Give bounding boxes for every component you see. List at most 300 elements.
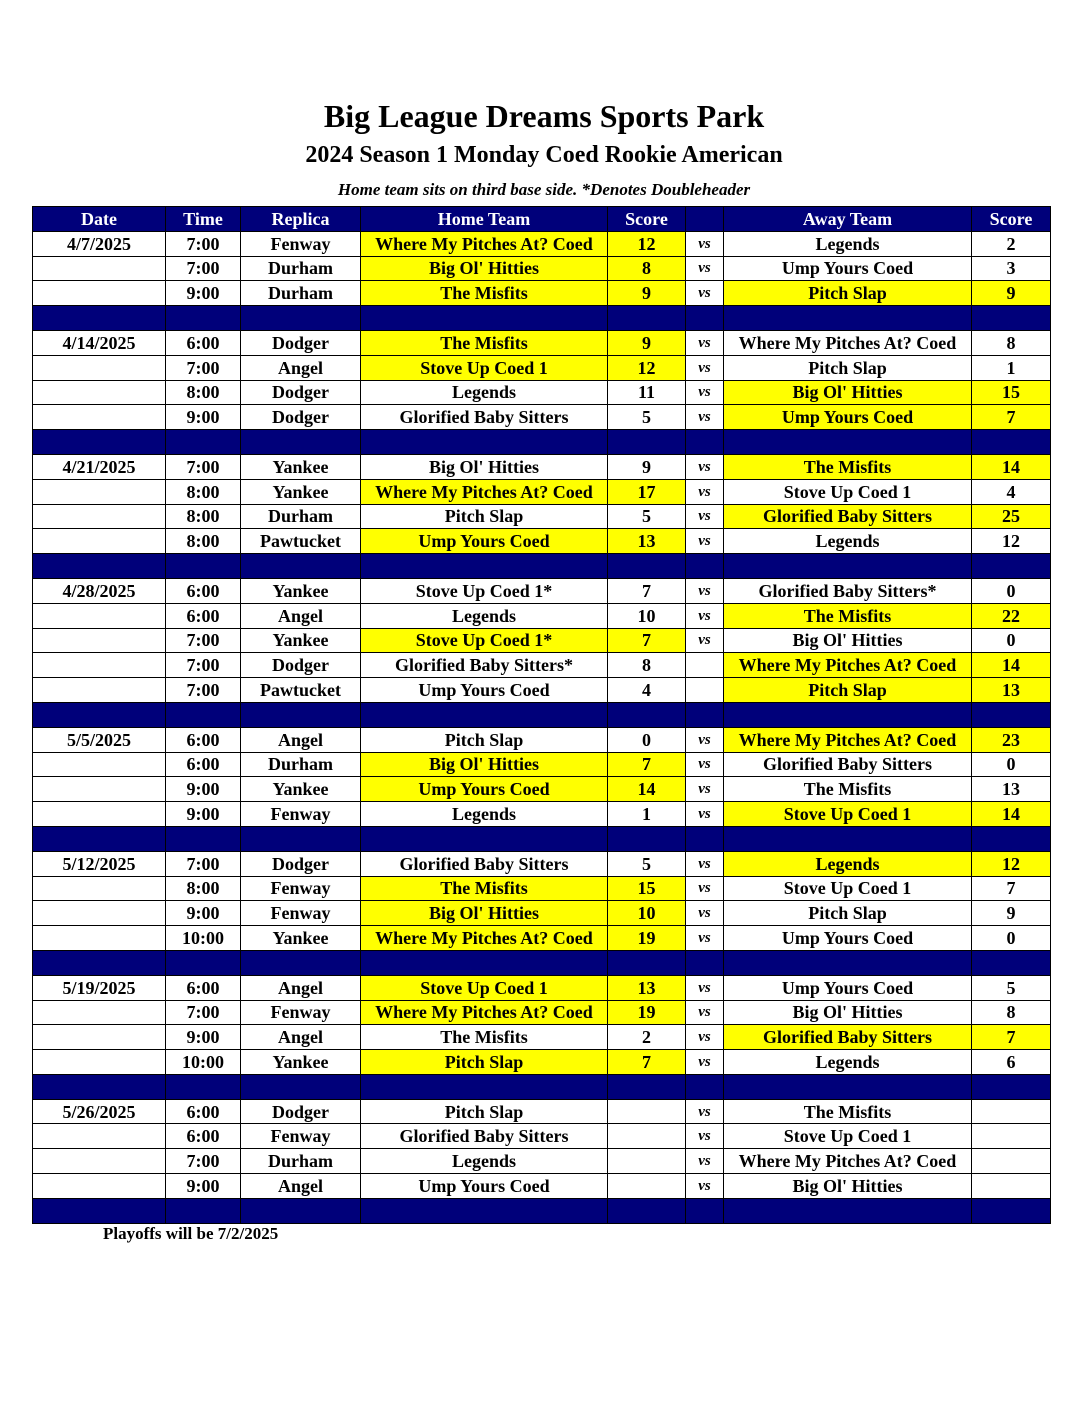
game-date	[33, 876, 166, 901]
vs-label: vs	[686, 405, 724, 430]
game-replica: Dodger	[241, 330, 361, 355]
playoffs-note: Playoffs will be 7/2/2025	[103, 1224, 279, 1243]
away-score: 7	[972, 876, 1051, 901]
separator-cell	[166, 554, 241, 579]
vs-label: vs	[686, 1174, 724, 1199]
away-score: 25	[972, 504, 1051, 529]
col-time-header: Time	[166, 207, 241, 232]
separator-cell	[241, 430, 361, 455]
separator-cell	[724, 430, 972, 455]
table-row	[33, 628, 1051, 653]
home-score: 12	[608, 355, 686, 380]
game-date	[33, 752, 166, 777]
separator-cell	[361, 430, 608, 455]
home-score: 9	[608, 454, 686, 479]
home-score: 15	[608, 876, 686, 901]
game-date: 5/26/2025	[33, 1099, 166, 1124]
header-row	[33, 207, 1051, 232]
away-score: 0	[972, 752, 1051, 777]
table-row	[33, 380, 1051, 405]
game-date: 4/28/2025	[33, 578, 166, 603]
away-score	[972, 1099, 1051, 1124]
away-score: 8	[972, 330, 1051, 355]
away-team: Glorified Baby Sitters	[724, 752, 972, 777]
game-date: 5/5/2025	[33, 727, 166, 752]
separator-cell	[33, 826, 166, 851]
table-row	[33, 281, 1051, 306]
vs-label: vs	[686, 479, 724, 504]
separator-cell	[33, 950, 166, 975]
game-time: 9:00	[166, 405, 241, 430]
separator-cell	[972, 950, 1051, 975]
table-row	[33, 752, 1051, 777]
game-replica: Yankee	[241, 1050, 361, 1075]
vs-label: vs	[686, 504, 724, 529]
separator-cell	[686, 1198, 724, 1223]
page-subtitle: 2024 Season 1 Monday Coed Rookie American	[305, 142, 783, 168]
game-date	[33, 802, 166, 827]
table-row	[33, 578, 1051, 603]
home-team: Pitch Slap	[361, 1050, 608, 1075]
home-score: 17	[608, 479, 686, 504]
home-score: 13	[608, 975, 686, 1000]
table-row	[33, 1025, 1051, 1050]
vs-label: vs	[686, 851, 724, 876]
separator-cell	[686, 430, 724, 455]
away-score: 12	[972, 529, 1051, 554]
game-replica: Yankee	[241, 628, 361, 653]
away-team: Big Ol' Hitties	[724, 380, 972, 405]
game-date	[33, 479, 166, 504]
game-date: 4/14/2025	[33, 330, 166, 355]
separator-cell	[608, 826, 686, 851]
away-team: Where My Pitches At? Coed	[724, 1149, 972, 1174]
away-team: Pitch Slap	[724, 901, 972, 926]
schedule-note: Home team sits on third base side. *Denotes Doubleheader	[337, 180, 751, 199]
separator-cell	[33, 554, 166, 579]
home-team: Legends	[361, 603, 608, 628]
away-team: Legends	[724, 529, 972, 554]
separator-cell	[972, 430, 1051, 455]
game-date	[33, 1149, 166, 1174]
game-replica: Fenway	[241, 1000, 361, 1025]
game-time: 9:00	[166, 281, 241, 306]
vs-label: vs	[686, 777, 724, 802]
home-score	[608, 1099, 686, 1124]
away-score	[972, 1124, 1051, 1149]
away-team: Big Ol' Hitties	[724, 1174, 972, 1199]
away-score: 0	[972, 578, 1051, 603]
game-date	[33, 653, 166, 678]
vs-label: vs	[686, 578, 724, 603]
vs-label	[686, 653, 724, 678]
separator-cell	[608, 702, 686, 727]
game-time: 7:00	[166, 678, 241, 703]
game-date	[33, 628, 166, 653]
game-time: 6:00	[166, 975, 241, 1000]
game-time: 7:00	[166, 454, 241, 479]
away-score: 1	[972, 355, 1051, 380]
separator-cell	[33, 306, 166, 331]
away-team: Stove Up Coed 1	[724, 876, 972, 901]
game-replica: Angel	[241, 1025, 361, 1050]
vs-label: vs	[686, 876, 724, 901]
game-replica: Dodger	[241, 851, 361, 876]
away-score: 7	[972, 405, 1051, 430]
table-row	[33, 529, 1051, 554]
separator-cell	[166, 1074, 241, 1099]
separator-cell	[724, 702, 972, 727]
vs-label: vs	[686, 355, 724, 380]
away-team: Big Ol' Hitties	[724, 1000, 972, 1025]
table-row	[33, 653, 1051, 678]
separator-cell	[608, 1074, 686, 1099]
game-time: 7:00	[166, 231, 241, 256]
game-time: 7:00	[166, 851, 241, 876]
away-team: Ump Yours Coed	[724, 256, 972, 281]
page-title: Big League Dreams Sports Park	[323, 98, 765, 134]
home-score: 11	[608, 380, 686, 405]
separator-cell	[33, 430, 166, 455]
home-team: Where My Pitches At? Coed	[361, 1000, 608, 1025]
vs-label	[686, 678, 724, 703]
game-time: 7:00	[166, 653, 241, 678]
vs-label: vs	[686, 380, 724, 405]
table-row	[33, 603, 1051, 628]
game-date	[33, 678, 166, 703]
game-time: 7:00	[166, 256, 241, 281]
separator-cell	[33, 1074, 166, 1099]
home-score: 7	[608, 628, 686, 653]
game-replica: Fenway	[241, 231, 361, 256]
home-team: The Misfits	[361, 876, 608, 901]
separator-cell	[166, 950, 241, 975]
week-separator	[33, 950, 1051, 975]
vs-label: vs	[686, 1149, 724, 1174]
home-team: Legends	[361, 380, 608, 405]
game-time: 8:00	[166, 380, 241, 405]
home-score: 8	[608, 653, 686, 678]
game-replica: Durham	[241, 281, 361, 306]
home-team: The Misfits	[361, 281, 608, 306]
separator-cell	[33, 1198, 166, 1223]
away-team: Stove Up Coed 1	[724, 1124, 972, 1149]
home-team: The Misfits	[361, 330, 608, 355]
separator-cell	[686, 306, 724, 331]
away-score: 13	[972, 777, 1051, 802]
away-team: Stove Up Coed 1	[724, 802, 972, 827]
separator-cell	[972, 1198, 1051, 1223]
away-score: 15	[972, 380, 1051, 405]
home-score: 7	[608, 1050, 686, 1075]
vs-label: vs	[686, 1000, 724, 1025]
game-time: 6:00	[166, 1124, 241, 1149]
separator-cell	[361, 1074, 608, 1099]
home-score: 0	[608, 727, 686, 752]
col-replica-header: Replica	[241, 207, 361, 232]
week-separator	[33, 826, 1051, 851]
game-replica: Dodger	[241, 380, 361, 405]
game-time: 6:00	[166, 603, 241, 628]
away-score: 12	[972, 851, 1051, 876]
table-row	[33, 330, 1051, 355]
away-score: 5	[972, 975, 1051, 1000]
away-score: 9	[972, 281, 1051, 306]
game-replica: Durham	[241, 256, 361, 281]
game-replica: Dodger	[241, 653, 361, 678]
away-score: 0	[972, 926, 1051, 951]
game-date	[33, 504, 166, 529]
away-score: 22	[972, 603, 1051, 628]
away-team: Pitch Slap	[724, 355, 972, 380]
table-row	[33, 454, 1051, 479]
table-row	[33, 1124, 1051, 1149]
game-time: 6:00	[166, 752, 241, 777]
game-date	[33, 1050, 166, 1075]
table-row	[33, 405, 1051, 430]
vs-label: vs	[686, 727, 724, 752]
separator-cell	[33, 702, 166, 727]
game-date: 4/7/2025	[33, 231, 166, 256]
game-date	[33, 1025, 166, 1050]
table-row	[33, 1000, 1051, 1025]
vs-label: vs	[686, 603, 724, 628]
away-team: Legends	[724, 1050, 972, 1075]
separator-cell	[361, 702, 608, 727]
game-date	[33, 1000, 166, 1025]
vs-label: vs	[686, 901, 724, 926]
home-team: Ump Yours Coed	[361, 529, 608, 554]
week-separator	[33, 430, 1051, 455]
separator-cell	[972, 826, 1051, 851]
table-row	[33, 1050, 1051, 1075]
home-score: 8	[608, 256, 686, 281]
game-date: 4/21/2025	[33, 454, 166, 479]
separator-cell	[166, 1198, 241, 1223]
week-separator	[33, 554, 1051, 579]
game-time: 7:00	[166, 1000, 241, 1025]
week-separator	[33, 1074, 1051, 1099]
game-replica: Angel	[241, 603, 361, 628]
table-row	[33, 231, 1051, 256]
game-date: 5/19/2025	[33, 975, 166, 1000]
separator-cell	[608, 1198, 686, 1223]
away-team: Ump Yours Coed	[724, 926, 972, 951]
game-time: 10:00	[166, 926, 241, 951]
vs-label: vs	[686, 926, 724, 951]
separator-cell	[724, 554, 972, 579]
schedule-table	[32, 206, 1051, 1224]
game-replica: Yankee	[241, 454, 361, 479]
home-team: Glorified Baby Sitters	[361, 851, 608, 876]
vs-label: vs	[686, 454, 724, 479]
game-replica: Fenway	[241, 876, 361, 901]
away-team: Glorified Baby Sitters*	[724, 578, 972, 603]
separator-cell	[166, 702, 241, 727]
separator-cell	[166, 306, 241, 331]
separator-cell	[686, 1074, 724, 1099]
home-team: Where My Pitches At? Coed	[361, 926, 608, 951]
home-team: Stove Up Coed 1	[361, 975, 608, 1000]
separator-cell	[241, 1198, 361, 1223]
separator-cell	[608, 430, 686, 455]
home-team: Where My Pitches At? Coed	[361, 479, 608, 504]
game-date	[33, 380, 166, 405]
week-separator	[33, 702, 1051, 727]
home-score: 9	[608, 330, 686, 355]
game-time: 10:00	[166, 1050, 241, 1075]
separator-cell	[972, 702, 1051, 727]
home-score	[608, 1174, 686, 1199]
col-away-score-header: Score	[972, 207, 1051, 232]
game-time: 9:00	[166, 1174, 241, 1199]
game-replica: Dodger	[241, 1099, 361, 1124]
game-time: 6:00	[166, 578, 241, 603]
col-vs-header	[686, 207, 724, 232]
home-team: Big Ol' Hitties	[361, 256, 608, 281]
away-team: Where My Pitches At? Coed	[724, 653, 972, 678]
away-score	[972, 1149, 1051, 1174]
game-replica: Dodger	[241, 405, 361, 430]
home-team: Ump Yours Coed	[361, 1174, 608, 1199]
away-team: Where My Pitches At? Coed	[724, 727, 972, 752]
separator-cell	[686, 554, 724, 579]
separator-cell	[724, 826, 972, 851]
separator-cell	[361, 950, 608, 975]
game-time: 6:00	[166, 330, 241, 355]
table-row	[33, 678, 1051, 703]
game-date	[33, 355, 166, 380]
away-team: Where My Pitches At? Coed	[724, 330, 972, 355]
home-team: Ump Yours Coed	[361, 678, 608, 703]
separator-cell	[241, 554, 361, 579]
home-team: Glorified Baby Sitters*	[361, 653, 608, 678]
home-score: 14	[608, 777, 686, 802]
game-time: 7:00	[166, 628, 241, 653]
game-date	[33, 777, 166, 802]
home-team: The Misfits	[361, 1025, 608, 1050]
col-date-header: Date	[33, 207, 166, 232]
home-team: Big Ol' Hitties	[361, 752, 608, 777]
game-time: 6:00	[166, 727, 241, 752]
vs-label: vs	[686, 1124, 724, 1149]
game-date	[33, 901, 166, 926]
separator-cell	[241, 306, 361, 331]
home-score: 5	[608, 405, 686, 430]
separator-cell	[166, 826, 241, 851]
away-team: Legends	[724, 851, 972, 876]
game-replica: Fenway	[241, 901, 361, 926]
separator-cell	[608, 950, 686, 975]
table-row	[33, 777, 1051, 802]
home-score: 19	[608, 926, 686, 951]
home-team: Glorified Baby Sitters	[361, 405, 608, 430]
home-team: Ump Yours Coed	[361, 777, 608, 802]
table-row	[33, 1099, 1051, 1124]
home-score: 9	[608, 281, 686, 306]
vs-label: vs	[686, 1050, 724, 1075]
game-replica: Angel	[241, 975, 361, 1000]
home-score: 2	[608, 1025, 686, 1050]
vs-label: vs	[686, 281, 724, 306]
away-score: 8	[972, 1000, 1051, 1025]
table-row	[33, 1174, 1051, 1199]
game-replica: Durham	[241, 752, 361, 777]
week-separator	[33, 306, 1051, 331]
separator-cell	[361, 826, 608, 851]
table-row	[33, 256, 1051, 281]
away-team: The Misfits	[724, 777, 972, 802]
game-date	[33, 926, 166, 951]
home-team: Pitch Slap	[361, 1099, 608, 1124]
vs-label: vs	[686, 802, 724, 827]
home-score: 1	[608, 802, 686, 827]
away-team: Pitch Slap	[724, 281, 972, 306]
separator-cell	[686, 826, 724, 851]
game-replica: Yankee	[241, 479, 361, 504]
away-score	[972, 1174, 1051, 1199]
table-row	[33, 975, 1051, 1000]
separator-cell	[972, 306, 1051, 331]
home-score: 4	[608, 678, 686, 703]
separator-cell	[724, 1074, 972, 1099]
table-row	[33, 851, 1051, 876]
table-row	[33, 355, 1051, 380]
game-date	[33, 1174, 166, 1199]
vs-label: vs	[686, 975, 724, 1000]
away-team: Ump Yours Coed	[724, 405, 972, 430]
away-team: Glorified Baby Sitters	[724, 1025, 972, 1050]
table-row	[33, 876, 1051, 901]
separator-cell	[241, 1074, 361, 1099]
vs-label: vs	[686, 231, 724, 256]
away-team: Stove Up Coed 1	[724, 479, 972, 504]
game-time: 7:00	[166, 355, 241, 380]
home-team: Pitch Slap	[361, 504, 608, 529]
separator-cell	[361, 1198, 608, 1223]
home-score: 5	[608, 851, 686, 876]
separator-cell	[724, 1198, 972, 1223]
away-team: Big Ol' Hitties	[724, 628, 972, 653]
separator-cell	[608, 306, 686, 331]
game-replica: Angel	[241, 1174, 361, 1199]
game-date	[33, 405, 166, 430]
away-team: The Misfits	[724, 603, 972, 628]
vs-label: vs	[686, 256, 724, 281]
game-time: 9:00	[166, 777, 241, 802]
col-home-team-header: Home Team	[361, 207, 608, 232]
table-row	[33, 479, 1051, 504]
game-time: 9:00	[166, 802, 241, 827]
away-score: 7	[972, 1025, 1051, 1050]
home-team: Stove Up Coed 1*	[361, 578, 608, 603]
game-replica: Pawtucket	[241, 678, 361, 703]
home-team: Glorified Baby Sitters	[361, 1124, 608, 1149]
game-replica: Yankee	[241, 777, 361, 802]
table-row	[33, 1149, 1051, 1174]
separator-cell	[241, 950, 361, 975]
away-score: 23	[972, 727, 1051, 752]
game-date	[33, 256, 166, 281]
vs-label: vs	[686, 752, 724, 777]
game-replica: Pawtucket	[241, 529, 361, 554]
game-replica: Durham	[241, 504, 361, 529]
home-score	[608, 1124, 686, 1149]
game-time: 8:00	[166, 876, 241, 901]
away-score: 9	[972, 901, 1051, 926]
away-team: Legends	[724, 231, 972, 256]
away-score: 6	[972, 1050, 1051, 1075]
